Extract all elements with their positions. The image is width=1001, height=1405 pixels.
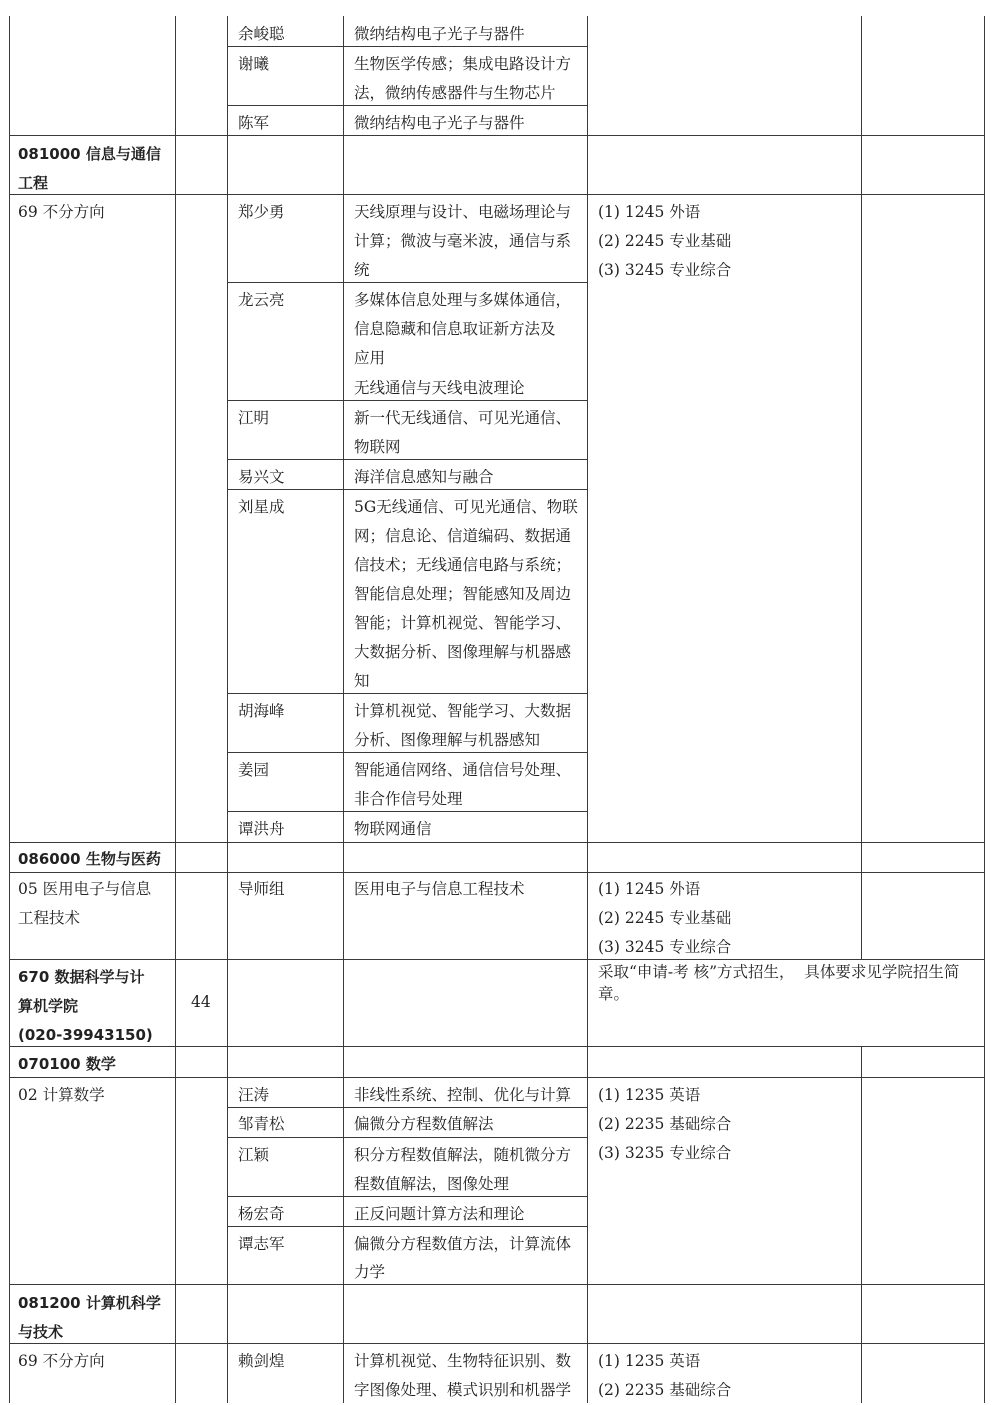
major-title: 086000 生物与医药 <box>18 850 161 868</box>
row-divider <box>9 842 985 843</box>
tutor-name: 谭志军 <box>238 1235 285 1253</box>
school-title: 670 数据科学与计 <box>18 968 145 986</box>
research-topic: 知 <box>354 672 370 690</box>
tutor-name: 谭洪舟 <box>238 820 285 838</box>
research-topic: 计算机视觉、智能学习、大数据 <box>354 702 572 720</box>
school-phone: (020-39943150) <box>18 1026 153 1044</box>
research-topic: 网；信息论、信道编码、数据通 <box>354 527 572 545</box>
research-topic: 统 <box>354 261 370 279</box>
research-topic: 力学 <box>354 1263 386 1281</box>
row-divider <box>9 1046 985 1047</box>
column-divider <box>587 16 588 1403</box>
exam-subject: (1) 1235 英语 <box>598 1352 701 1370</box>
tutor-name: 导师组 <box>238 880 285 898</box>
exam-subject: (2) 2245 专业基础 <box>598 909 732 927</box>
direction-label: 05 医用电子与信息 <box>18 880 152 898</box>
research-topic: 信技术；无线通信电路与系统； <box>354 556 572 574</box>
exam-subject: (3) 3235 专业综合 <box>598 1144 732 1162</box>
research-topic: 物联网通信 <box>354 820 432 838</box>
row-divider <box>9 1343 985 1344</box>
tutor-name: 江颖 <box>238 1146 270 1164</box>
research-topic: 智能通信网络、通信信号处理、 <box>354 761 572 779</box>
tutor-name: 余峻聪 <box>238 25 285 43</box>
enrollment-count: 44 <box>191 993 211 1011</box>
admission-note: 采取“申请-考 核”方式招生， 具体要求见学院招生简 <box>598 963 960 981</box>
exam-subject: (1) 1245 外语 <box>598 203 701 221</box>
column-divider <box>861 16 862 960</box>
research-topic: 无线通信与天线电波理论 <box>354 379 525 397</box>
column-divider <box>343 16 344 1403</box>
tutor-name: 谢曦 <box>238 55 270 73</box>
sub-row-divider <box>227 459 587 460</box>
direction-label: 69 不分方向 <box>18 1352 105 1370</box>
research-topic: 智能；计算机视觉、智能学习、 <box>354 614 572 632</box>
tutor-name: 龙云亮 <box>238 291 285 309</box>
major-title: 081000 信息与通信 <box>18 145 161 163</box>
tutor-name: 赖剑煌 <box>238 1352 285 1370</box>
research-topic: 信息隐藏和信息取证新方法及 <box>354 320 556 338</box>
admission-note: 章。 <box>598 985 630 1003</box>
research-topic: 分析、图像理解与机器感知 <box>354 731 541 749</box>
tutor-name: 胡海峰 <box>238 702 285 720</box>
column-divider <box>227 16 228 1403</box>
direction-label: 69 不分方向 <box>18 203 105 221</box>
tutor-name: 汪涛 <box>238 1086 270 1104</box>
sub-row-divider <box>227 693 587 694</box>
research-topic: 5G无线通信、可见光通信、物联 <box>354 498 578 516</box>
research-topic: 非线性系统、控制、优化与计算 <box>354 1086 572 1104</box>
tutor-name: 姜园 <box>238 761 270 779</box>
research-topic: 大数据分析、图像理解与机器感 <box>354 643 572 661</box>
research-topic: 积分方程数值解法，随机微分方 <box>354 1146 572 1164</box>
research-topic: 物联网 <box>354 438 401 456</box>
row-divider <box>9 1284 985 1285</box>
research-topic: 智能信息处理；智能感知及周边 <box>354 585 572 603</box>
major-title: 工程 <box>18 174 49 192</box>
research-topic: 应用 <box>354 349 386 367</box>
major-title: 与技术 <box>18 1323 64 1341</box>
column-divider <box>861 1046 862 1403</box>
direction-label: 工程技术 <box>18 909 81 927</box>
research-topic: 微纳结构电子光子与器件 <box>354 114 525 132</box>
research-topic: 新一代无线通信、可见光通信、 <box>354 409 572 427</box>
tutor-name: 邹青松 <box>238 1115 285 1133</box>
research-topic: 非合作信号处理 <box>354 790 463 808</box>
column-divider <box>175 16 176 1403</box>
research-topic: 海洋信息感知与融合 <box>354 468 494 486</box>
row-divider <box>9 959 985 960</box>
exam-subject: (1) 1235 英语 <box>598 1086 701 1104</box>
research-topic: 程数值解法，图像处理 <box>354 1175 510 1193</box>
row-divider <box>9 1077 985 1078</box>
exam-subject: (2) 2245 专业基础 <box>598 232 732 250</box>
research-topic: 偏微分方程数值解法 <box>354 1115 494 1133</box>
tutor-name: 易兴文 <box>238 468 285 486</box>
sub-row-divider <box>227 282 587 283</box>
research-topic: 生物医学传感；集成电路设计方 <box>354 55 572 73</box>
direction-label: 02 计算数学 <box>18 1086 105 1104</box>
row-divider <box>9 194 985 195</box>
tutor-name: 郑少勇 <box>238 203 285 221</box>
exam-subject: (3) 3245 专业综合 <box>598 261 732 279</box>
research-topic: 法，微纳传感器件与生物芯片 <box>354 84 556 102</box>
research-topic: 计算机视觉、生物特征识别、数 <box>354 1352 572 1370</box>
exam-subject: (1) 1245 外语 <box>598 880 701 898</box>
research-topic: 多媒体信息处理与多媒体通信， <box>354 291 572 309</box>
research-topic: 计算；微波与毫米波，通信与系 <box>354 232 572 250</box>
exam-subject: (2) 2235 基础综合 <box>598 1115 732 1133</box>
research-topic: 偏微分方程数值方法，计算流体 <box>354 1235 572 1253</box>
research-topic: 字图像处理、模式识别和机器学 <box>354 1381 572 1399</box>
major-title: 081200 计算机科学 <box>18 1294 161 1312</box>
table-border-right <box>984 16 985 1403</box>
school-title: 算机学院 <box>18 997 79 1015</box>
tutor-name: 杨宏奇 <box>238 1205 285 1223</box>
exam-subject: (2) 2235 基础综合 <box>598 1381 732 1399</box>
tutor-name: 陈军 <box>238 114 270 132</box>
research-topic: 正反问题计算方法和理论 <box>354 1205 525 1223</box>
research-topic: 医用电子与信息工程技术 <box>354 880 525 898</box>
tutor-name: 刘星成 <box>238 498 285 516</box>
research-topic: 天线原理与设计、电磁场理论与 <box>354 203 572 221</box>
research-topic: 微纳结构电子光子与器件 <box>354 25 525 43</box>
tutor-name: 江明 <box>238 409 270 427</box>
exam-subject: (3) 3245 专业综合 <box>598 938 732 956</box>
major-title: 070100 数学 <box>18 1055 116 1073</box>
table-border-left <box>9 16 10 1403</box>
